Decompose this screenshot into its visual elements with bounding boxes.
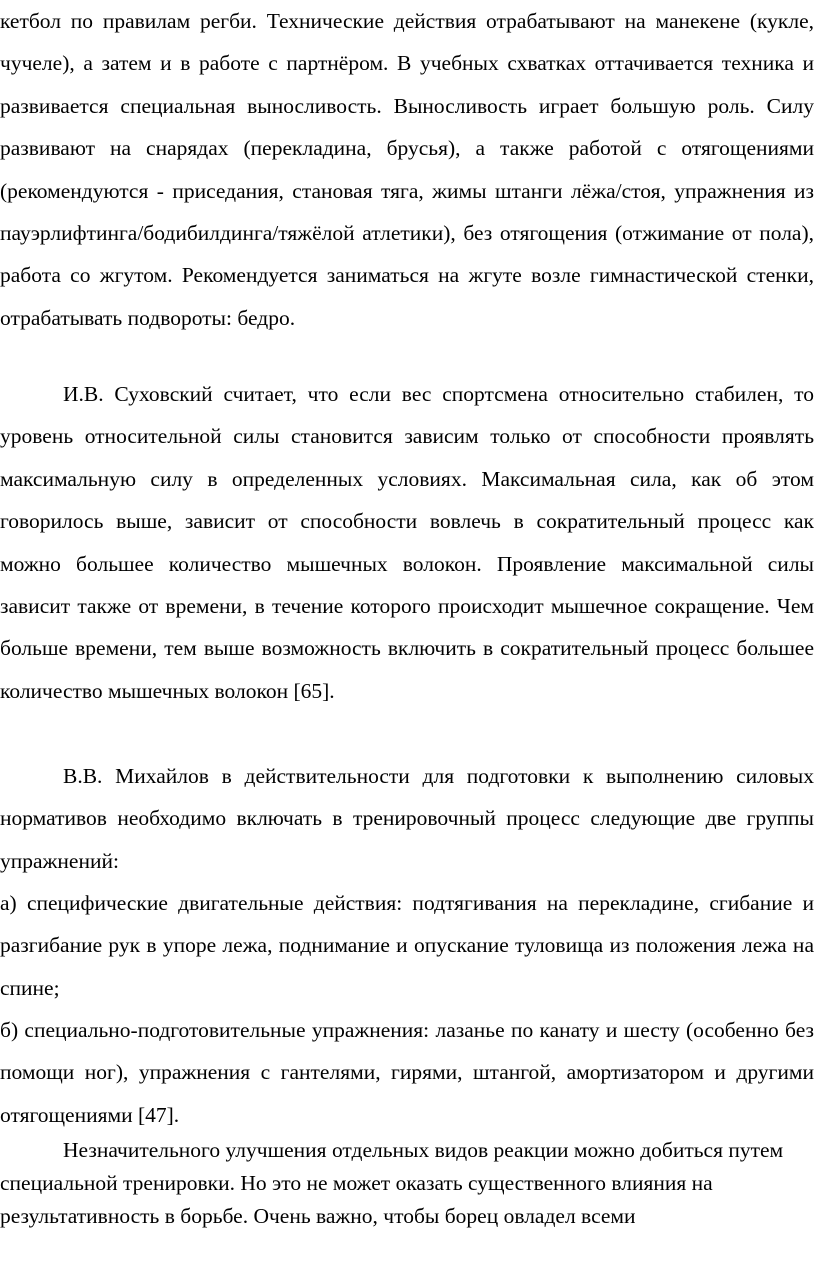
list-item-a: а) специфические двигательные действия: подтягивания на перекладине, сгибание и разгибание рук в упоре лежа, поднимание и опускание туловища из положения лежа на спине; [0, 891, 814, 1000]
paragraph-reaction: Незначительного улучшения отдельных видов реакции можно добиться путем специальной тренировки. Но это не может оказать существенного влияния на результативность в борьбе. Очень важно, чтобы борец овладел всеми [0, 1138, 784, 1228]
paragraph-mikhailov: В.В. Михайлов в действительности для подготовки к выполнению силовых нормативов необходимо включать в тренировочный процесс следующие две группы упражнений: [0, 764, 814, 873]
list-item-b: б) специально-подготовительные упражнения: лазанье по канату и шесту (особенно без помощи ног), упражнения с гантелями, гирями, штангой, амортизатором и другими отягощениями [47]. [0, 1018, 814, 1127]
paragraph-training-methods: кетбол по правилам регби. Технические действия отрабатывают на манекене (кукле, чучеле), а затем и в работе с партнёром. В учебных схватках оттачивается техника и развивается специальная выносливость. Выносливость играет большую роль. Силу развивают на снарядах (перекладина, брусья), а также работой с отягощениями (рекомендуются - приседания, становая тяга, жимы штанги лёжа/стоя, упражнения из пауэрлифтинга/бодибилдинга/тяжёлой атлетики), без отягощения (отжимание от пола), работа со жгутом. Рекомендуется заниматься на жгуте возле гимнастической стенки, отрабатывать подвороты: бедро. [0, 9, 814, 330]
paragraph-sukhovsky: И.В. Суховский считает, что если вес спортсмена относительно стабилен, то уровень относительной силы становится зависим только от способности проявлять максимальную силу в определенных условиях. Максимальная сила, как об этом говорилось выше, зависит от способности вовлечь в сократительный процесс как можно большее количество мышечных волокон. Проявление максимальной силы зависит также от времени, в течение которого происходит мышечное сокращение. Чем больше времени, тем выше возможность включить в сократительный процесс большее количество мышечных волокон [65]. [0, 382, 814, 703]
